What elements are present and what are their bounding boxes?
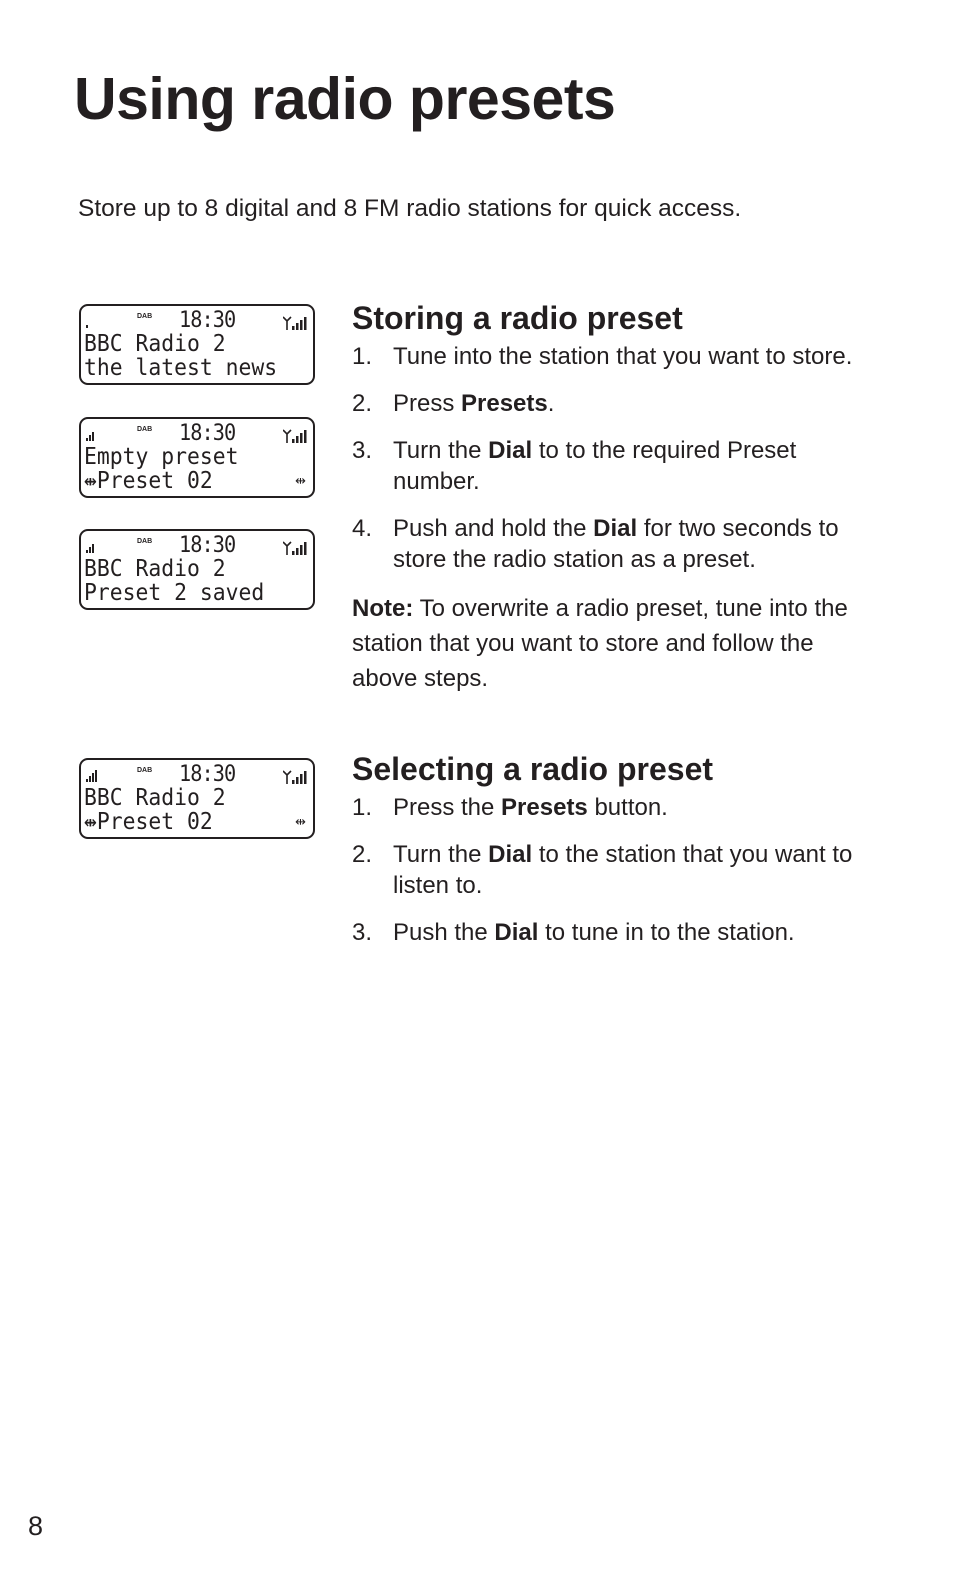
step-text-part: Press: [393, 390, 462, 417]
selecting-section: [352, 750, 872, 964]
storing-heading: Storing a radio preset: [352, 300, 683, 336]
step-number: 4.: [352, 515, 373, 542]
signal-strength-icon: [86, 429, 98, 441]
nav-arrows-icon: ⇹: [295, 815, 306, 830]
lcd-line-2: ⇹Preset 02: [84, 468, 213, 494]
step-number: 2.: [352, 390, 373, 417]
step-text: [393, 435, 872, 497]
lcd-time: 18:30: [179, 533, 236, 558]
step-number: 3.: [352, 919, 373, 946]
step-text-part: to to the required Preset number.: [393, 437, 797, 495]
step-text-bold: Dial: [488, 841, 533, 868]
signal-strength-icon: [86, 316, 98, 328]
page-title: Using radio presets: [74, 66, 616, 132]
note-text: To overwrite a radio preset, tune into the station that you want to store and follow the above steps.: [352, 595, 848, 692]
step-text-part: for two seconds to store the radio station as a preset.: [393, 515, 839, 573]
step-text-bold: Presets: [461, 390, 548, 417]
signal-strength-icon: [86, 541, 98, 553]
lcd-line-1: BBC Radio 2: [84, 331, 226, 357]
selecting-heading: Selecting a radio preset: [352, 751, 714, 787]
lcd-display-4: [79, 758, 315, 839]
step-number: 1.: [352, 343, 373, 370]
lcd-line-1: Empty preset: [84, 444, 239, 470]
step-number: 3.: [352, 437, 373, 464]
step-text: [393, 513, 872, 575]
page-number: 8: [28, 1511, 44, 1541]
step-text-part: Tune into the station that you want to store.: [393, 343, 853, 370]
storing-section: [352, 299, 872, 696]
step-number: 1.: [352, 794, 373, 821]
step-text-part: to tune in to the station.: [538, 919, 795, 946]
step-text-part: .: [547, 390, 555, 417]
step-item: [352, 513, 872, 575]
step-text: [393, 388, 872, 419]
step-item: [352, 792, 872, 823]
step-text-bold: Dial: [494, 919, 539, 946]
dab-indicator: DAB: [137, 313, 153, 320]
lcd-time: 18:30: [179, 762, 236, 787]
step-number: 2.: [352, 841, 373, 868]
signal-strength-icon: [86, 770, 98, 782]
dab-indicator: DAB: [137, 767, 153, 774]
step-text-part: Push the: [393, 919, 495, 946]
lcd-display-1: [79, 304, 315, 385]
storing-steps: [352, 341, 872, 575]
antenna-signal-icon: [283, 429, 307, 443]
step-text-part: to the station that you want to listen to.: [393, 841, 853, 899]
note: [352, 591, 872, 696]
step-text-bold: Presets: [501, 794, 588, 821]
step-text: [393, 917, 872, 948]
step-text-bold: Dial: [488, 437, 533, 464]
lcd-line-1: BBC Radio 2: [84, 785, 226, 811]
lcd-line-2: the latest news: [84, 355, 278, 381]
step-text: [393, 839, 872, 901]
selecting-steps: [352, 792, 872, 948]
antenna-signal-icon: [283, 541, 307, 555]
note-label: Note:: [352, 595, 414, 622]
step-text-part: Turn the: [393, 841, 489, 868]
lcd-display-2: [79, 417, 315, 498]
antenna-signal-icon: [283, 770, 307, 784]
step-text-part: button.: [587, 794, 668, 821]
step-text-part: Press the: [393, 794, 502, 821]
lcd-line-2: ⇹Preset 02: [84, 809, 213, 835]
nav-arrows-icon: ⇹: [295, 474, 306, 489]
intro-text: Store up to 8 digital and 8 FM radio stations for quick access.: [78, 195, 742, 222]
lcd-line-1: BBC Radio 2: [84, 556, 226, 582]
step-item: [352, 917, 872, 948]
step-text: [393, 341, 872, 372]
dab-indicator: DAB: [137, 538, 153, 545]
step-item: [352, 388, 872, 419]
step-text-bold: Dial: [593, 515, 638, 542]
lcd-time: 18:30: [179, 308, 236, 333]
lcd-time: 18:30: [179, 421, 236, 446]
step-text-part: Turn the: [393, 437, 489, 464]
lcd-display-3: [79, 529, 315, 610]
lcd-line-2: Preset 2 saved: [84, 580, 265, 606]
antenna-signal-icon: [283, 316, 307, 330]
step-text-part: Push and hold the: [393, 515, 594, 542]
step-item: [352, 839, 872, 901]
step-item: [352, 435, 872, 497]
step-text: [393, 792, 872, 823]
dab-indicator: DAB: [137, 426, 153, 433]
step-item: [352, 341, 872, 372]
